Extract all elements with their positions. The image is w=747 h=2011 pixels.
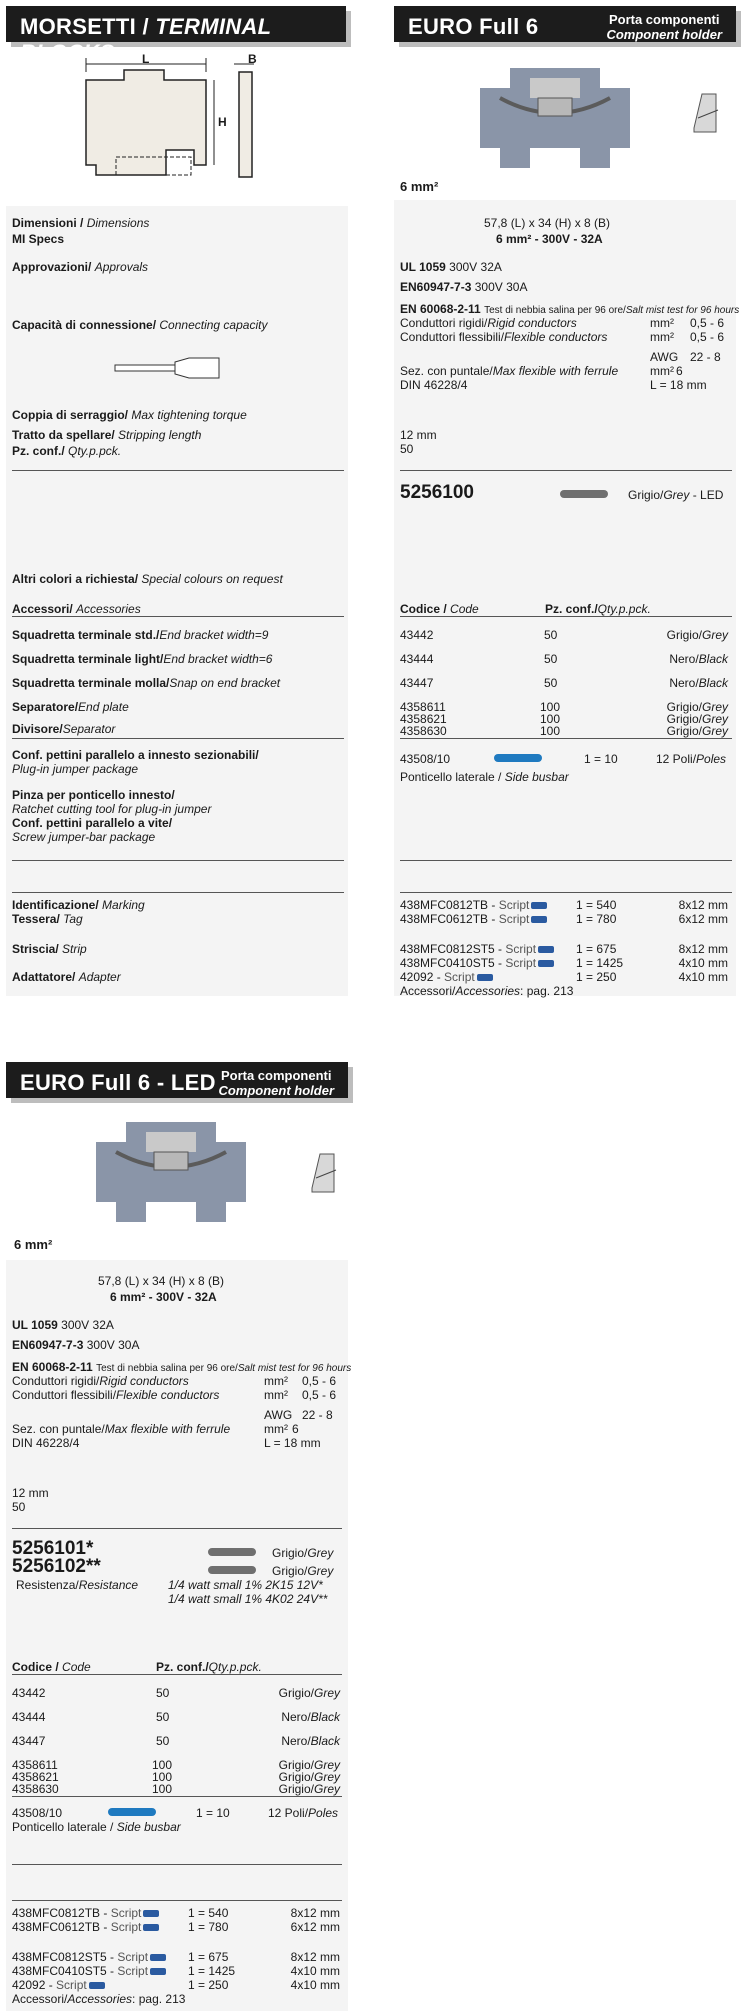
- acc-color: Grigio/Grey: [666, 712, 728, 726]
- resistance-1: 1/4 watt small 1% 2K15 12V*: [168, 1578, 323, 1592]
- acc-color: Grigio/Grey: [278, 1686, 340, 1700]
- acc-code: 4358611: [12, 1758, 58, 1772]
- spec-ul: UL 1059 300V 32A: [12, 1318, 114, 1332]
- jumper-swatch-blue: [108, 1808, 156, 1816]
- spec-strip-len: 12 mm: [400, 428, 437, 442]
- script-logo: Script: [110, 1906, 142, 1920]
- label-mi-specs: MI Specs: [12, 232, 65, 246]
- script-logo: Script: [56, 1978, 87, 1992]
- product-code-2: 5256102**: [12, 1556, 101, 1577]
- spec-flex-unit: mm²: [264, 1388, 288, 1402]
- divider: [12, 1900, 342, 1901]
- acc-qty: 50: [544, 676, 558, 690]
- header-euro-full-6-led: [6, 1062, 348, 1098]
- spec-flex: Conduttori flessibili/Flexible conductors: [12, 1388, 220, 1402]
- spec-awg: AWG: [650, 350, 679, 364]
- spec-en60947: EN60947-7-3 300V 30A: [12, 1338, 140, 1352]
- spec-dim-bold: 6 mm² - 300V - 32A: [110, 1290, 217, 1304]
- logo-icon: [477, 974, 493, 981]
- acc-color: Nero/Black: [281, 1734, 340, 1748]
- spec-din: DIN 46228/4: [12, 1436, 80, 1450]
- spec-rigid: Conduttori rigidi/Rigid conductors: [12, 1374, 189, 1388]
- header-euro-full-6: [394, 6, 736, 42]
- marking-code: 438MFC0410ST5 - Script: [12, 1964, 166, 1978]
- acc-qty: 100: [540, 724, 561, 738]
- acc-code: 4358611: [400, 700, 446, 714]
- divider: [400, 470, 732, 471]
- marking-code: 438MFC0812TB - Script: [400, 898, 547, 912]
- divider: [12, 1528, 342, 1529]
- label-tag: Tessera/ Tag: [12, 912, 83, 926]
- logo-icon: [150, 1954, 166, 1961]
- subtitle-en: Component holder: [606, 27, 722, 42]
- acc-code: 4358630: [400, 724, 447, 738]
- label-bracket-spring: Squadretta terminale molla/Snap on end bracket: [12, 676, 281, 690]
- spec-awg-val: 22 - 8: [690, 350, 721, 364]
- label-capacity: Capacità di connessione/ Connecting capacity: [12, 318, 268, 332]
- resistance-2: 1/4 watt small 1% 4K02 24V**: [168, 1592, 328, 1606]
- spec-ferrule: Sez. con puntale/Max flexible with ferrule: [400, 364, 619, 378]
- acc-color: Grigio/Grey: [278, 1770, 340, 1784]
- marking-size: 4x10 mm: [678, 970, 728, 984]
- section-size-led: 6 mm²: [14, 1237, 53, 1252]
- jumper-code: 43508/10: [12, 1806, 63, 1820]
- label-separator: Divisore/Separator: [12, 722, 116, 736]
- spec-rigid-unit: mm²: [650, 316, 674, 330]
- label-approvals: Approvazioni/ Approvals: [12, 260, 149, 274]
- logo-icon: [538, 960, 554, 967]
- header-title-en: TERMINAL BLOCKS: [20, 14, 271, 65]
- label-torque: Coppia di serraggio/ Max tightening torque: [12, 408, 247, 422]
- acc-qty: 50: [156, 1734, 170, 1748]
- script-logo: Script: [505, 942, 537, 956]
- acc-code: 43442: [400, 628, 434, 642]
- marking-qty: 1 = 540: [188, 1906, 229, 1920]
- spec-dim-line: 57,8 (L) x 34 (H) x 8 (B): [98, 1274, 225, 1288]
- color-swatch-grey: [208, 1548, 256, 1556]
- product-title: EURO Full 6 - LED: [20, 1070, 216, 1095]
- acc-color: Nero/Black: [281, 1710, 340, 1724]
- marking-size: 6x12 mm: [290, 1920, 340, 1934]
- marking-size: 4x10 mm: [678, 956, 728, 970]
- acc-code: 43447: [12, 1734, 46, 1748]
- marking-code: 438MFC0612TB - Script: [12, 1920, 159, 1934]
- spec-flex-unit: mm²: [650, 330, 674, 344]
- jumper-code: 43508/10: [400, 752, 451, 766]
- subtitle-it: Porta componenti: [220, 1068, 332, 1083]
- acc-code: 43447: [400, 676, 434, 690]
- acc-code: 43444: [12, 1710, 46, 1724]
- marking-code: 42092 - Script: [12, 1978, 105, 1992]
- acc-page-ref: Accessori/Accessories: pag. 213: [12, 1992, 186, 2006]
- header-title: MORSETTI /: [20, 14, 149, 39]
- product-code: 5256100: [400, 482, 474, 503]
- spec-ferrule-unit: mm²: [264, 1422, 288, 1436]
- acc-color: Nero/Black: [669, 676, 728, 690]
- header-terminal-blocks: [6, 6, 346, 65]
- marking-qty: 1 = 780: [188, 1920, 229, 1934]
- acc-code: 4358621: [400, 712, 447, 726]
- acc-code: 43442: [12, 1686, 46, 1700]
- jumper-qty: 1 = 10: [196, 1806, 230, 1820]
- acc-color: Grigio/Grey: [278, 1758, 340, 1772]
- spec-ferrule-val: 6: [292, 1422, 299, 1436]
- marking-size: 8x12 mm: [290, 1906, 340, 1920]
- marking-code: 438MFC0812ST5 - Script: [12, 1950, 166, 1964]
- spec-din: DIN 46228/4: [400, 378, 468, 392]
- section-size-top: 6 mm²: [400, 179, 439, 194]
- marking-code: 438MFC0612TB - Script: [400, 912, 547, 926]
- label-pliers-en: Ratchet cutting tool for plug-in jumper: [12, 802, 212, 816]
- dim-b: B: [248, 52, 257, 66]
- label-accessories: Accessori/ Accessories: [12, 602, 141, 616]
- marking-qty: 1 = 540: [576, 898, 617, 912]
- spec-rigid-unit: mm²: [264, 1374, 288, 1388]
- logo-icon: [531, 902, 547, 909]
- spec-en60068: EN 60068-2-11 Test di nebbia salina per 96 ore/Salt mist test for 96 hours: [12, 1360, 352, 1374]
- marking-size: 4x10 mm: [290, 1978, 340, 1992]
- divider: [400, 860, 732, 861]
- script-logo: Script: [117, 1950, 149, 1964]
- jumper-poles: 12 Poli/Poles: [656, 752, 727, 766]
- script-logo: Script: [498, 898, 530, 912]
- logo-icon: [143, 1910, 159, 1917]
- spec-dim-bold: 6 mm² - 300V - 32A: [496, 232, 603, 246]
- acc-qty: 100: [152, 1770, 173, 1784]
- acc-qty: 50: [156, 1710, 170, 1724]
- acc-qty: 50: [544, 652, 558, 666]
- acc-qty: 100: [152, 1758, 173, 1772]
- logo-icon: [538, 946, 554, 953]
- label-screw-jumper: Conf. pettini parallelo a vite/: [12, 816, 173, 830]
- divider: [12, 892, 344, 893]
- dimension-drawing: [76, 50, 346, 200]
- label-jumper: Conf. pettini parallelo a innesto sezionabili/: [12, 748, 259, 762]
- product-photo-euro6-led: [86, 1112, 256, 1222]
- jumper-side: Ponticello laterale / Side busbar: [12, 1820, 181, 1834]
- subtitle-en: Component holder: [218, 1083, 334, 1098]
- spec-flex-val: 0,5 - 6: [302, 1388, 337, 1402]
- product-color: Grigio/Grey - LED: [628, 488, 724, 502]
- acc-color: Nero/Black: [669, 652, 728, 666]
- spec-rigid: Conduttori rigidi/Rigid conductors: [400, 316, 577, 330]
- spec-flex: Conduttori flessibili/Flexible conductors: [400, 330, 608, 344]
- product-color: Grigio/Grey: [272, 1564, 334, 1578]
- acc-qty: 100: [540, 712, 561, 726]
- acc-qty: 50: [156, 1686, 170, 1700]
- spec-ferrule: Sez. con puntale/Max flexible with ferrule: [12, 1422, 231, 1436]
- dim-h: H: [218, 115, 227, 129]
- color-swatch-grey: [560, 490, 608, 498]
- spec-din-val: L = 18 mm: [650, 378, 707, 392]
- acc-header: Codice / Code: [400, 602, 479, 616]
- spec-ferrule-val: 6: [676, 364, 683, 378]
- acc-code: 4358630: [12, 1782, 59, 1796]
- acc-code: 43444: [400, 652, 434, 666]
- divider: [400, 738, 732, 739]
- spec-awg-val: 22 - 8: [302, 1408, 333, 1422]
- label-screw-jumper-en: Screw jumper-bar package: [12, 830, 156, 844]
- script-logo: Script: [117, 1964, 149, 1978]
- jumper-swatch-blue: [494, 754, 542, 762]
- acc-color: Grigio/Grey: [278, 1782, 340, 1796]
- acc-page-ref: Accessori/Accessories: pag. 213: [400, 984, 574, 998]
- divider: [12, 616, 344, 617]
- script-logo: Script: [498, 912, 530, 926]
- marking-qty: 1 = 1425: [576, 956, 624, 970]
- marking-qty: 1 = 1425: [188, 1964, 236, 1978]
- marking-code: 42092 - Script: [400, 970, 493, 984]
- divider: [12, 738, 344, 739]
- acc-header-qty: Pz. conf./Qty.p.pck.: [156, 1660, 262, 1674]
- script-logo: Script: [110, 1920, 142, 1934]
- divider: [400, 616, 732, 617]
- spec-flex-val: 0,5 - 6: [690, 330, 725, 344]
- product-title: EURO Full 6: [408, 14, 539, 39]
- subtitle-it: Porta componenti: [608, 12, 720, 27]
- label-qty: Pz. conf./ Qty.p.pck.: [12, 444, 122, 458]
- label-end-plate: Separatore/End plate: [12, 700, 129, 714]
- label-bracket-light: Squadretta terminale light/End bracket width=6: [12, 652, 273, 666]
- marking-size: 8x12 mm: [678, 898, 728, 912]
- label-dimensions: Dimensioni / Dimensions: [12, 216, 150, 230]
- acc-code: 4358621: [12, 1770, 59, 1784]
- marking-qty: 1 = 675: [576, 942, 617, 956]
- marking-code: 438MFC0812TB - Script: [12, 1906, 159, 1920]
- spec-rigid-val: 0,5 - 6: [690, 316, 725, 330]
- jumper-poles: 12 Poli/Poles: [268, 1806, 339, 1820]
- jumper-side: Ponticello laterale / Side busbar: [400, 770, 569, 784]
- acc-color: Grigio/Grey: [666, 700, 728, 714]
- logo-icon: [531, 916, 547, 923]
- label-stripping: Tratto da spellare/ Stripping length: [12, 428, 202, 442]
- end-bracket-icon: [688, 88, 722, 138]
- divider: [12, 470, 344, 471]
- label-jumper-en: Plug-in jumper package: [12, 762, 139, 776]
- marking-size: 6x12 mm: [678, 912, 728, 926]
- product-color: Grigio/Grey: [272, 1546, 334, 1560]
- marking-size: 8x12 mm: [678, 942, 728, 956]
- divider: [12, 1674, 342, 1675]
- logo-icon: [89, 1982, 105, 1989]
- spec-qty: 50: [400, 442, 414, 456]
- spec-ferrule-unit: mm²: [650, 364, 674, 378]
- spec-ul: UL 1059 300V 32A: [400, 260, 502, 274]
- marking-qty: 1 = 780: [576, 912, 617, 926]
- spec-strip-len: 12 mm: [12, 1486, 49, 1500]
- spec-rigid-val: 0,5 - 6: [302, 1374, 337, 1388]
- label-colours: Altri colori a richiesta/ Special colours on request: [12, 572, 283, 586]
- acc-header-qty: Pz. conf./Qty.p.pck.: [545, 602, 651, 616]
- script-logo: Script: [444, 970, 475, 984]
- acc-color: Grigio/Grey: [666, 724, 728, 738]
- acc-qty: 50: [544, 628, 558, 642]
- marking-size: 8x12 mm: [290, 1950, 340, 1964]
- spec-en60947: EN60947-7-3 300V 30A: [400, 280, 528, 294]
- spec-qty: 50: [12, 1500, 26, 1514]
- ferrule-icon: [113, 356, 223, 380]
- spec-dim-line: 57,8 (L) x 34 (H) x 8 (B): [484, 216, 611, 230]
- label-bracket-std: Squadretta terminale std./End bracket width=9: [12, 628, 269, 642]
- marking-qty: 1 = 675: [188, 1950, 229, 1964]
- acc-qty: 100: [540, 700, 561, 714]
- label-marking: Identificazione/ Marking: [12, 898, 145, 912]
- marking-code: 438MFC0812ST5 - Script: [400, 942, 554, 956]
- spec-din-val: L = 18 mm: [264, 1436, 321, 1450]
- end-bracket-icon: [306, 1148, 340, 1198]
- label-strip: Striscia/ Strip: [12, 942, 87, 956]
- divider: [400, 892, 732, 893]
- marking-size: 4x10 mm: [290, 1964, 340, 1978]
- spec-awg: AWG: [264, 1408, 293, 1422]
- spec-en60068: EN 60068-2-11 Test di nebbia salina per 96 ore/Salt mist test for 96 hours: [400, 302, 740, 316]
- logo-icon: [150, 1968, 166, 1975]
- divider: [12, 860, 344, 861]
- acc-header: Codice / Code: [12, 1660, 91, 1674]
- divider: [12, 1864, 342, 1865]
- logo-icon: [143, 1924, 159, 1931]
- acc-color: Grigio/Grey: [666, 628, 728, 642]
- script-logo: Script: [505, 956, 537, 970]
- acc-qty: 100: [152, 1782, 173, 1796]
- product-code-1: 5256101*: [12, 1538, 94, 1559]
- marking-code: 438MFC0410ST5 - Script: [400, 956, 554, 970]
- divider: [12, 1796, 342, 1797]
- marking-qty: 1 = 250: [576, 970, 617, 984]
- label-pliers: Pinza per ponticello innesto/: [12, 788, 175, 802]
- dim-l: L: [142, 52, 150, 66]
- product-photo-euro6: [470, 58, 640, 168]
- label-adapter: Adattatore/ Adapter: [12, 970, 121, 984]
- marking-qty: 1 = 250: [188, 1978, 229, 1992]
- color-swatch-grey: [208, 1566, 256, 1574]
- resistance-label: Resistenza/Resistance: [16, 1578, 139, 1592]
- jumper-qty: 1 = 10: [584, 752, 618, 766]
